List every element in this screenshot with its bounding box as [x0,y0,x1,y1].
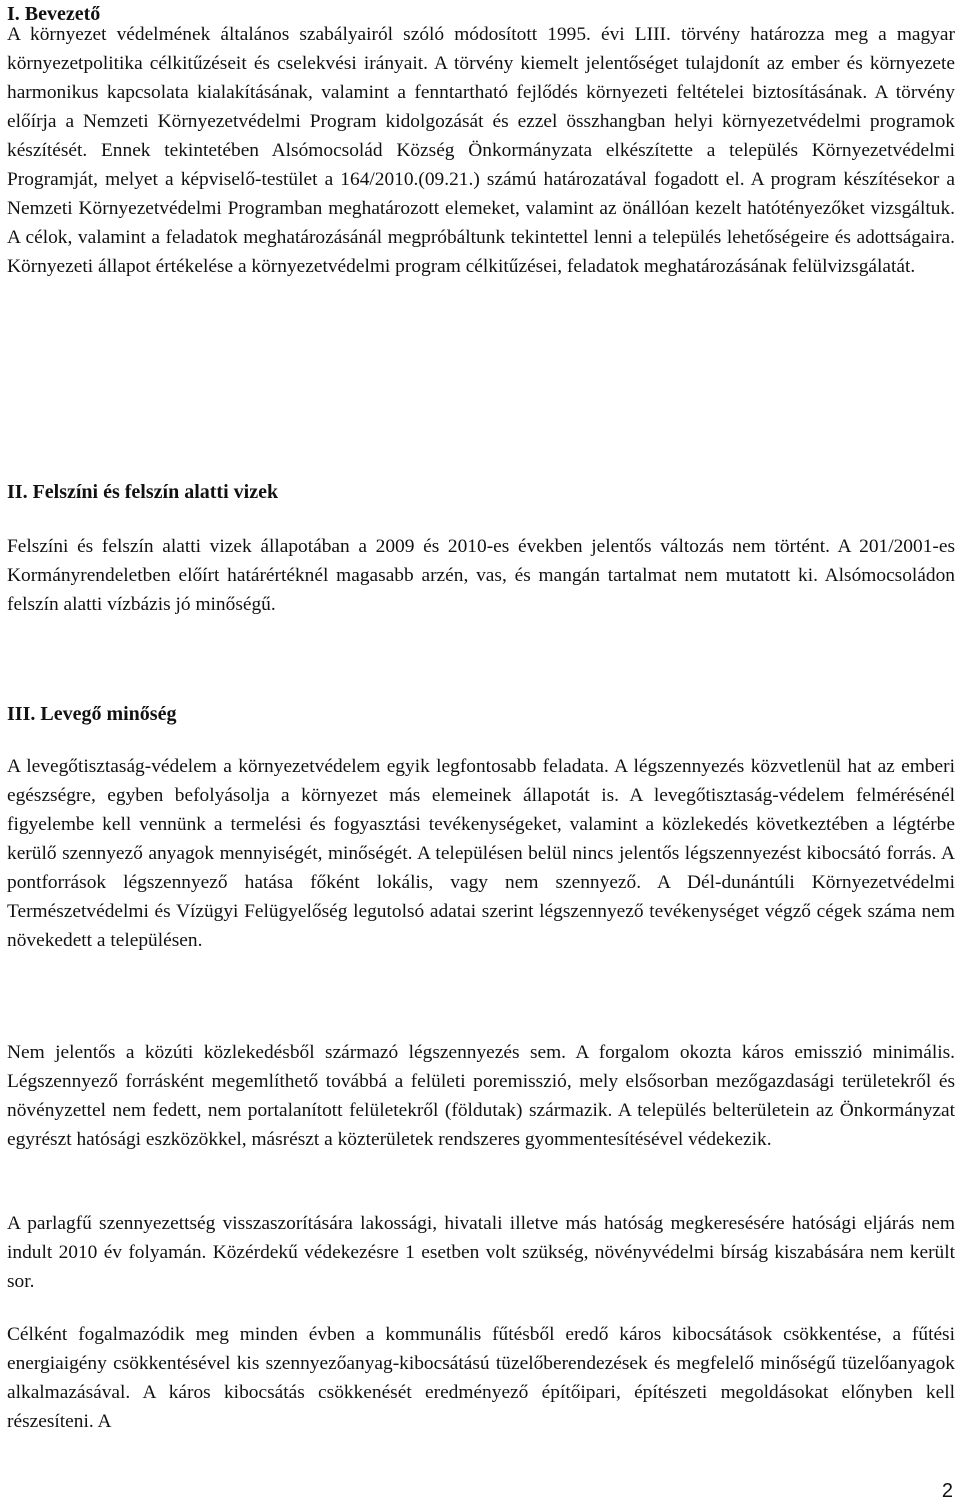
paragraph-levego-1: A levegőtisztaság-védelem a környezetvédelem egyik legfontosabb feladata. A légszennyezés közvetlenül hat az emberi egészségre, egyben befolyásolja a környezet más elemeinek állapotát is. A levegőtisztaság-védelem felmérésénél figyelembe kell vennünk a termelési és fogyasztási tevékenységeket, valamint a közlekedés következtében a légtérbe kerülő szennyező anyagok mennyiségét, minőségét. A településen belül nincs jelentős légszennyezést kibocsátó forrás. A pontforrások légszennyező hatása főként lokális, vagy nem szennyező. A Dél-dunántúli Környezetvédelmi Természetvédelmi és Vízügyi Felügyelőség legutolsó adatai szerint légszennyező tevékenységet végző cégek száma nem növekedett a településen. [7,756,955,951]
paragraph-levego-2: Nem jelentős a közúti közlekedésből származó légszennyezés sem. A forgalom okozta káros emisszió minimális. Légszennyező forrásként megemlíthető továbbá a felületi poremisszió, mely elsősorban mezőgazdasági területekről és növényzettel nem fedett, nem portalanított felületekről (földutak) származik. A település belterületein az Önkormányzat egyrészt hatósági eszközökkel, másrészt a közterületek rendszeres gyommentesítésével védekezik. [7,1042,955,1150]
section-heading-bevezeto: I. Bevezető [7,3,101,25]
paragraph-intro: A környezet védelmének általános szabályairól szóló módosított 1995. évi LIII. törvény határozza meg a magyar környezetpolitika célkitűzéseit és cselekvési irányait. A törvény kiemelt jelentőséget tulajdonít az ember és környezete harmonikus kapcsolata kialakításának, valamint a fenntartható fejlődés környezeti feltételei biztosításának. A törvény előírja a Nemzeti Környezetvédelmi Program kidolgozását és ezzel összhangban helyi környezetvédelmi programok készítését. Ennek tekintetében Alsómocsolád Község Önkormányzata elkészítette a település Környezetvédelmi Programját, melyet a képviselő-testület a 164/2010.(09.21.) számú határozatával fogadott el. A program készítésekor a Nemzeti Környezetvédelmi Programban meghatározott elemeket, valamint az önállóan kezelt hatótényezőket vizsgáltuk. A célok, valamint a feladatok meghatározásánál megpróbáltunk tekintettel lenni a település lehetőségeire és adottságaira. Környezeti állapot értékelése a környezetvédelmi program célkitűzései, feladatok meghatározásának felülvizsgálatát. [7,24,955,277]
page-number: 2 [941,1480,953,1502]
section-heading-levego: III. Levegő minőség [7,703,177,725]
paragraph-levego-3: A parlagfű szennyezettség visszaszorítására lakossági, hivatali illetve más hatóság megkeresésére hatósági eljárás nem indult 2010 év folyamán. Közérdekű védekezésre 1 esetben volt szükség, növényvédelmi bírság kiszabására nem került sor. [7,1213,955,1292]
section-heading-vizek: II. Felszíni és felszín alatti vizek [7,481,279,503]
paragraph-levego-4: Célként fogalmazódik meg minden évben a kommunális fűtésből eredő káros kibocsátások csökkentése, a fűtési energiaigény csökkentésével kis szennyezőanyag-kibocsátású tüzelőberendezések és megfelelő minőségű tüzelőanyagok alkalmazásával. A káros kibocsátás csökkenését eredményező építőipari, építészeti megoldásokat előnyben kell részesíteni. A [7,1324,955,1432]
paragraph-vizek: Felszíni és felszín alatti vizek állapotában a 2009 és 2010-es években jelentős változás nem történt. A 201/2001-es Kormányrendeletben előírt határértéknél magasabb arzén, vas, és mangán tartalmat nem mutatott ki. Alsómocsoládon felszín alatti vízbázis jó minőségű. [7,536,955,615]
